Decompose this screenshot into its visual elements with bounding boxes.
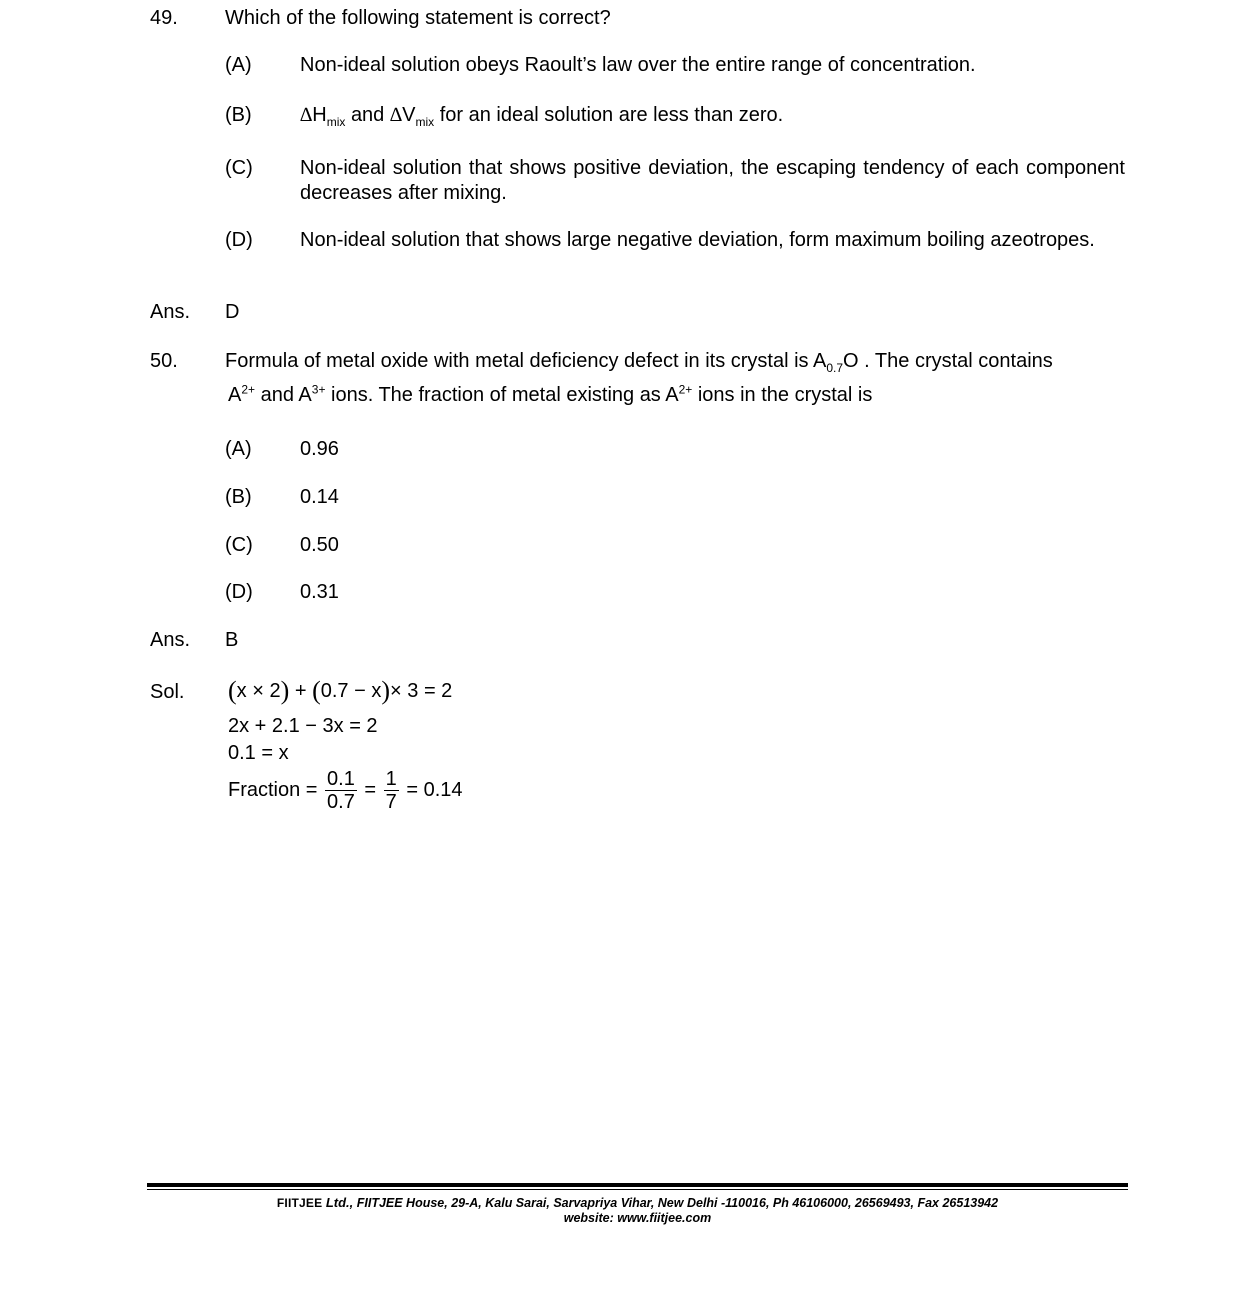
question-50-line-2 [228, 383, 872, 408]
delta-symbol: ∆ [300, 104, 313, 126]
answer-50: B [225, 629, 239, 651]
footer-address: FIITJEE House, 29-A, Kalu Sarai, Sarvapriya Vihar, New Delhi -110016, Ph 46106000, 26569493, Fax 26513942 [356, 1196, 999, 1210]
option-b-rest: for an ideal solution are less than zero. [439, 104, 784, 126]
question-50-line-1 [225, 349, 1125, 374]
fraction-word: Fraction = [228, 778, 318, 801]
footer-brand: FIITJEE [276, 1196, 323, 1210]
fraction-result: = 0.14 [406, 778, 463, 801]
and-word: and [350, 104, 385, 126]
q50-option-b-text: 0.14 [300, 486, 339, 508]
formula-metal: A [813, 350, 827, 372]
q50-text-part-1: Formula of metal oxide with metal deficiency defect in its crystal is [225, 350, 809, 372]
fraction-numerator: 1 [385, 768, 397, 790]
solution-line-3: 0.1 = x [228, 742, 289, 764]
q50-option-d-label: (D) [225, 581, 253, 603]
question-number-50: 50. [150, 350, 178, 372]
answer-label-49: Ans. [150, 301, 191, 323]
footer-address-line [147, 1195, 1128, 1211]
q49-option-a-label: (A) [225, 54, 252, 76]
answer-49: D [225, 301, 240, 323]
footer-rule-thick [147, 1183, 1128, 1187]
q50-option-a-label: (A) [225, 438, 252, 460]
q49-option-d-text: Non-ideal solution that shows large negative deviation, form maximum boiling azeotropes. [300, 229, 1095, 251]
q49-option-c-text: Non-ideal solution that shows positive deviation, the escaping tendency of each component decreases after mixing. [300, 157, 1125, 204]
question-49-text: Which of the following statement is correct? [225, 7, 611, 29]
and-word: and [260, 384, 294, 406]
q50-text-part-3: ions. The fraction of metal existing as [331, 384, 661, 406]
q49-option-b-label: (B) [225, 104, 252, 126]
q50-option-b-label: (B) [225, 486, 252, 508]
delta-symbol: ∆ [389, 104, 403, 126]
solution-line-1 [228, 676, 452, 706]
sol-term-2: 0.7 − x [320, 680, 382, 702]
footer-rule-thin [147, 1189, 1128, 1190]
q50-option-d-text: 0.31 [300, 581, 339, 603]
close-paren: ) [381, 676, 391, 705]
footer-ltd: Ltd., [325, 1195, 354, 1210]
ion-charge-3plus: 3+ [311, 382, 326, 397]
formula-a07o [813, 350, 859, 375]
fraction-denominator: 0.7 [327, 791, 355, 813]
q50-option-c-text: 0.50 [300, 534, 339, 556]
q49-option-c-label: (C) [225, 157, 253, 179]
volume-symbol: V [402, 104, 416, 126]
answer-label-50: Ans. [150, 629, 191, 651]
ion-a2-symbol: A [665, 384, 679, 406]
sol-plus: + [294, 680, 307, 702]
solution-label: Sol. [150, 681, 185, 703]
sol-term-3: × 3 = 2 [390, 680, 453, 702]
solution-line-4 [228, 768, 463, 813]
mix-subscript: mix [326, 115, 346, 129]
q50-text-part-4: ions in the crystal is [697, 384, 873, 406]
q50-option-c-label: (C) [225, 534, 253, 556]
formula-oxygen: O [843, 350, 859, 372]
q50-text-part-2: . The crystal contains [864, 350, 1053, 372]
q49-option-b-text [300, 103, 1125, 128]
equals-sign: = [364, 778, 377, 801]
question-number-49: 49. [150, 7, 178, 29]
ion-charge-2plus: 2+ [241, 382, 256, 397]
sol-term-1: x × 2 [236, 680, 281, 702]
ion-a3-symbol: A [298, 384, 312, 406]
fraction-denominator: 7 [385, 791, 397, 813]
enthalpy-symbol: H [312, 104, 327, 126]
mix-subscript: mix [415, 115, 435, 129]
q49-option-a-text: Non-ideal solution obeys Raoult’s law over the entire range of concentration. [300, 54, 976, 76]
close-paren: ) [280, 676, 290, 705]
fraction-numerator: 0.1 [327, 768, 355, 790]
solution-line-2: 2x + 2.1 − 3x = 2 [228, 715, 378, 737]
ion-charge-2plus: 2+ [678, 382, 693, 397]
fraction-1-over-7 [384, 768, 399, 813]
footer-website: website: www.fiitjee.com [563, 1211, 712, 1225]
q50-option-a-text: 0.96 [300, 438, 339, 460]
open-paren: ( [312, 676, 321, 705]
fraction-0.1-over-0.7 [325, 768, 357, 813]
formula-subscript: 0.7 [826, 361, 844, 375]
q49-option-d-label: (D) [225, 229, 253, 251]
ion-a2-symbol: A [228, 384, 242, 406]
open-paren: ( [228, 676, 237, 705]
page-footer [147, 1195, 1128, 1226]
